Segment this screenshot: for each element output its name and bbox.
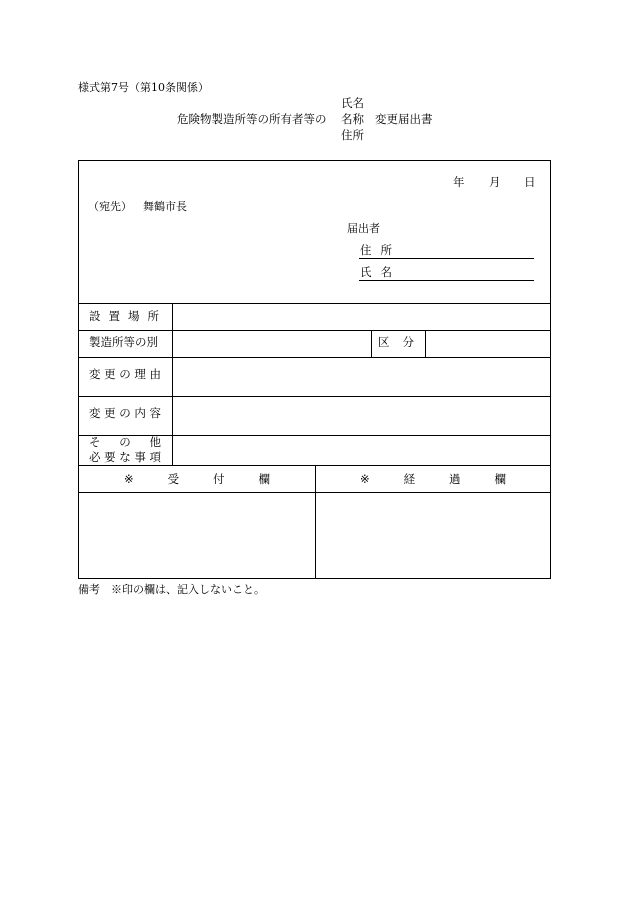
date-day: 日 [524, 175, 536, 189]
title-stack-2: 名称 [341, 112, 364, 126]
form-number: 様式第7号（第10条関係） [78, 81, 209, 94]
label-other-line1: そ の 他 [89, 435, 161, 449]
label-location: 設 置 場 所 [89, 309, 159, 323]
facility-type-field[interactable] [173, 330, 370, 356]
name-field-line[interactable] [359, 280, 534, 281]
progress-header: ※ 経 過 欄 [360, 472, 506, 486]
title-prefix: 危険物製造所等の所有者等の [177, 112, 327, 126]
content-field[interactable] [173, 396, 550, 434]
reason-field[interactable] [173, 357, 550, 395]
label-content: 変 更 の 内 容 [89, 406, 161, 420]
division-divider-left [371, 330, 372, 357]
title-stack-3: 住所 [341, 128, 364, 142]
title-stack-1: 氏名 [341, 96, 364, 110]
label-division: 区 分 [378, 335, 414, 349]
label-other-line2: 必 要 な 事 項 [89, 450, 161, 464]
bottom-section-divider [315, 465, 316, 579]
date-year: 年 [453, 175, 465, 189]
note-text: 備考 ※印の欄は、記入しないこと。 [78, 583, 265, 596]
title-suffix: 変更届出書 [375, 112, 433, 126]
label-reason: 変 更 の 理 由 [89, 367, 161, 381]
division-field[interactable] [426, 330, 550, 356]
notifier-name-label: 氏 名 [360, 265, 392, 279]
notifier-label: 届出者 [347, 222, 380, 235]
addressee-name: 舞鶴市長 [143, 200, 187, 213]
reception-header: ※ 受 付 欄 [124, 472, 270, 486]
address-field-line[interactable] [359, 258, 534, 259]
addressee-label: （宛先） [88, 200, 132, 213]
location-field[interactable] [173, 303, 550, 329]
notifier-address-label: 住 所 [360, 243, 392, 257]
other-field[interactable] [173, 435, 550, 464]
label-facility-type: 製造所等の別 [89, 335, 158, 349]
date-month: 月 [489, 175, 501, 189]
